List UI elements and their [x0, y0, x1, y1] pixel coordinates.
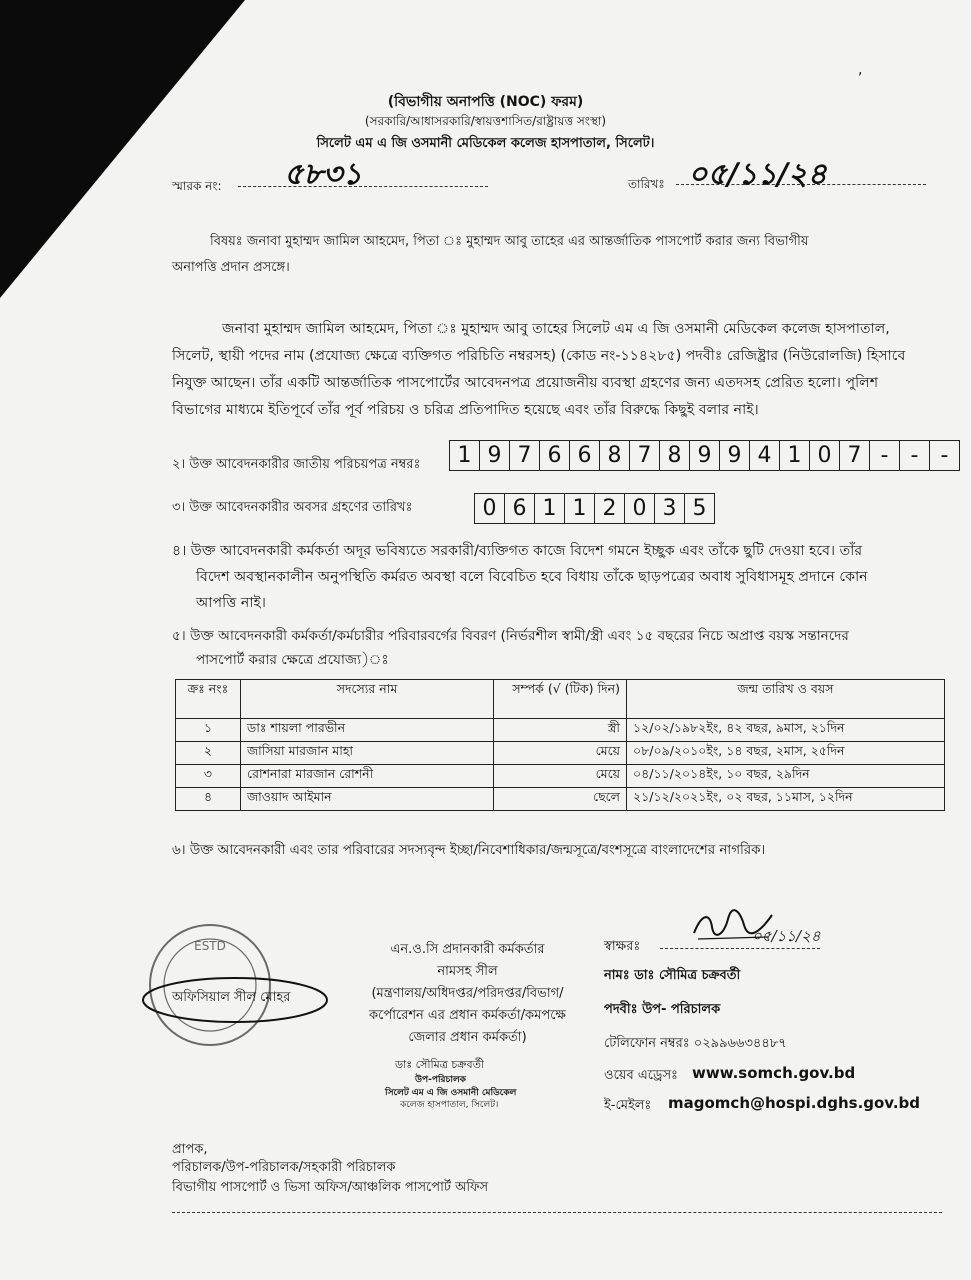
cell-serial: ১ [176, 719, 241, 742]
nid-digit: 8 [659, 440, 689, 471]
nid-digit: 1 [449, 440, 479, 471]
signature-date: ০৫/১১/২৪ [752, 927, 821, 945]
nid-digit: 9 [719, 440, 749, 471]
retirement-digit: 2 [594, 493, 624, 524]
col-header-name: সদস্যের নাম [241, 680, 494, 719]
nid-digit: - [929, 440, 960, 471]
item5-line-2: পাসপোর্ট করার ক্ষেত্রে প্রযোজ্য)ঃ [196, 652, 389, 668]
memo-number: ৫৮৩১ [284, 157, 362, 192]
item4-line-1: ৪। উক্ত আবেদনকারী কর্মকর্তা অদূর ভবিষ্যতে সরকারী/ব্যক্তিগত কাজে বিদেশ গমনে ইচ্ছুক এবং তাঁকে ছুটি দেওয়া হবে। তাঁর [172, 543, 863, 559]
cell-serial: ৪ [176, 788, 241, 811]
nid-digit: 7 [629, 440, 659, 471]
nid-digit: 9 [479, 440, 509, 471]
nid-boxes [449, 440, 960, 471]
nid-digit: 4 [749, 440, 779, 471]
body-line-3: নিযুক্ত আছেন। তাঁর একটি আন্তর্জাতিক পাসপোর্টের আবেদনপত্র প্রয়োজনীয় ব্যবস্থা গ্রহণের জন্য এতদসহ প্রেরিত হলো। পুলিশ [172, 375, 879, 391]
retirement-digit: 6 [504, 493, 534, 524]
email-label: ই-মেইলঃ [604, 1098, 652, 1113]
website-link[interactable]: www.somch.gov.bd [692, 1064, 856, 1082]
cell-name: জাওয়াদ আইমান [241, 788, 494, 811]
item5-line-1: ৫। উক্ত আবেদনকারী কর্মকর্তা/কর্মচারীর পরিবারবর্গের বিবরণ (নির্ভরশীল স্বামী/স্ত্রী এবং ১৫ বছরের নিচে অপ্রাপ্ত বয়স্ক সন্তানদের [172, 628, 849, 644]
email-link[interactable]: magomch@hospi.dghs.gov.bd [668, 1094, 921, 1112]
table-header-row [176, 680, 945, 719]
form-title: (বিভাগীয় অনাপত্তি (NOC) ফরম) [387, 94, 584, 110]
nid-digit: 6 [569, 440, 599, 471]
noc-officer-line-5: জেলার প্রধান কর্মকর্তা) [408, 1030, 527, 1045]
recipient-line-1: পরিচালক/উপ-পরিচালক/সহকারী পরিচালক [172, 1160, 396, 1175]
nid-digit: 1 [779, 440, 809, 471]
nid-digit: 0 [809, 440, 839, 471]
seal-label: অফিসিয়াল সীল মোহর [172, 990, 291, 1005]
cell-relation: ছেলে [494, 788, 627, 811]
body-line-2: সিলেট, স্থায়ী পদের নাম (প্রযোজ্য ক্ষেত্রে ব্যক্তিগত পরিচিতি নম্বরসহ) (কোড নং-১১৪২৮৫) পদবীঃ রেজিষ্ট্রার (নিউরোলজি) হিসাবে [172, 348, 906, 364]
officer-seal-org: সিলেট এম এ জি ওসমানী মেডিকেল [385, 1088, 517, 1098]
cell-name: ডাঃ শায়লা পারভীন [241, 719, 494, 742]
retirement-digit: 1 [564, 493, 594, 524]
officer-seal-city: কলেজ হাসপাতাল, সিলেট। [400, 1100, 499, 1110]
date-label: তারিখঃ [628, 177, 665, 191]
cell-relation: মেয়ে [494, 742, 627, 765]
cell-dob: ০৪/১১/২০১৪ইং, ১০ বছর, ২৯দিন [627, 765, 945, 788]
noc-officer-line-4: কর্পোরেশন এর প্রধান কর্মকর্তা/কমপক্ষে [369, 1008, 566, 1023]
date-value: ০৫/১১/২৪ [688, 157, 827, 192]
cell-name: জাসিয়া মারজান মাহা [241, 742, 494, 765]
col-header-relation: সম্পর্ক (√ (টিক) দিন) [494, 680, 627, 719]
noc-officer-line-2: নামসহ সীল [437, 964, 498, 979]
nid-label: ২। উক্ত আবেদনকারীর জাতীয় পরিচয়পত্র নম্বরঃ [172, 457, 421, 472]
page-mark: , [858, 62, 863, 78]
noc-officer-line-3: (মন্ত্রণালয়/অধিদপ্তর/পরিদপ্তর/বিভাগ/ [371, 986, 564, 1001]
signer-name: নামঃ ডাঃ সৌমিত্র চক্রবর্তী [604, 968, 741, 983]
svg-text:ESTD: ESTD [194, 939, 226, 953]
nid-digit: - [899, 440, 929, 471]
family-table [175, 679, 945, 811]
body-line-4: বিভাগের মাধ্যমে ইতিপূর্বে তাঁর পূর্ব পরিচয় ও চরিত্র প্রতিপাদিত হয়েছে এবং তাঁর বিরুদ্ধে কিছুই বলার নাই। [172, 402, 759, 418]
col-header-serial: ক্রঃ নংঃ [176, 680, 241, 719]
nid-digit: 7 [839, 440, 869, 471]
retirement-boxes [474, 493, 715, 524]
cell-relation: মেয়ে [494, 765, 627, 788]
table-row [176, 788, 945, 811]
form-subtitle: (সরকারি/আধাসরকারি/স্বায়ত্তশাসিত/রাষ্ট্রায়ত্ত সংস্থা) [364, 114, 607, 128]
recipient-label: প্রাপক, [172, 1142, 208, 1157]
cell-dob: ১২/০২/১৯৮২ইং, ৪২ বছর, ৯মাস, ২১দিন [627, 719, 945, 742]
cell-serial: ২ [176, 742, 241, 765]
memo-label: স্মারক নং: [172, 179, 222, 193]
subject-line-1: বিষয়ঃ জনাবা মুহাম্মদ জামিল আহমেদ, পিতা ঃ মুহাম্মদ আবু তাহের এর আন্তর্জাতিক পাসপোর্ট করার জন্য বিভাগীয় [210, 234, 809, 249]
item6-line: ৬। উক্ত আবেদনকারী এবং তার পরিবারের সদস্যবৃন্দ ইচ্ছা/নিবেশাধিকার/জন্মসূত্রে/বংশসূত্রে বাংলাদেশের নাগরিক। [172, 843, 766, 858]
cell-dob: ২১/১২/২০২১ইং, ০২ বছর, ১১মাস, ১২দিন [627, 788, 945, 811]
item4-line-3: আপত্তি নাই। [196, 595, 266, 611]
item4-line-2: বিদেশ অবস্থানকালীন অনুপস্থিতি কর্মরত অবস্থা বলে বিবেচিত হবে বিধায় তাঁকে ছাড়পত্রের অবাধ সুবিধাসমূহ প্রদানে কোন [196, 569, 868, 585]
nid-digit: 6 [539, 440, 569, 471]
noc-officer-line-1: এন.ও.সি প্রদানকারী কর্মকর্তার [390, 942, 545, 957]
subject-line-2: অনাপত্তি প্রদান প্রসঙ্গে। [172, 260, 290, 275]
nid-digit: 7 [509, 440, 539, 471]
officer-seal-name: ডাঃ সৌমিত্র চক্রবর্তী [395, 1058, 485, 1071]
nid-digit: 9 [689, 440, 719, 471]
signature-label: স্বাক্ষরঃ [604, 939, 641, 954]
institution-name: সিলেট এম এ জি ওসমানী মেডিকেল কলেজ হাসপাতাল, সিলেট। [316, 136, 655, 151]
retirement-digit: 0 [474, 493, 504, 524]
table-row [176, 765, 945, 788]
recipient-line-2: বিভাগীয় পাসপোর্ট ও ভিসা অফিস/আঞ্চলিক পাসপোর্ট অফিস [172, 1180, 489, 1195]
signer-designation: পদবীঃ উপ- পরিচালক [604, 1002, 721, 1017]
retirement-digit: 0 [624, 493, 654, 524]
cell-relation: স্ত্রী [494, 719, 627, 742]
body-line-1: জনাবা মুহাম্মদ জামিল আহমেদ, পিতা ঃ মুহাম্মদ আবু তাহের সিলেট এম এ জি ওসমানী মেডিকেল কলেজ হাসপাতাল, [222, 321, 890, 337]
bottom-divider [172, 1212, 942, 1213]
cell-dob: ০৮/০৯/২০১০ইং, ১৪ বছর, ২মাস, ২৫দিন [627, 742, 945, 765]
website-label: ওয়েব এড্রেসঃ [604, 1068, 678, 1083]
memo-line [238, 186, 488, 187]
nid-digit: 8 [599, 440, 629, 471]
table-row [176, 719, 945, 742]
signer-phone: টেলিফোন নম্বরঃ ০২৯৯৬৬৩৪৪৮৭ [604, 1036, 787, 1051]
col-header-dob: জন্ম তারিখ ও বয়স [627, 680, 945, 719]
officer-seal-title: উপ-পরিচালক [415, 1075, 466, 1085]
cell-serial: ৩ [176, 765, 241, 788]
cell-name: রোশনারা মারজান রোশনী [241, 765, 494, 788]
table-row [176, 742, 945, 765]
retirement-digit: 1 [534, 493, 564, 524]
retirement-digit: 5 [684, 493, 715, 524]
nid-digit: - [869, 440, 899, 471]
retirement-digit: 3 [654, 493, 684, 524]
retirement-label: ৩। উক্ত আবেদনকারীর অবসর গ্রহণের তারিখঃ [172, 500, 413, 515]
